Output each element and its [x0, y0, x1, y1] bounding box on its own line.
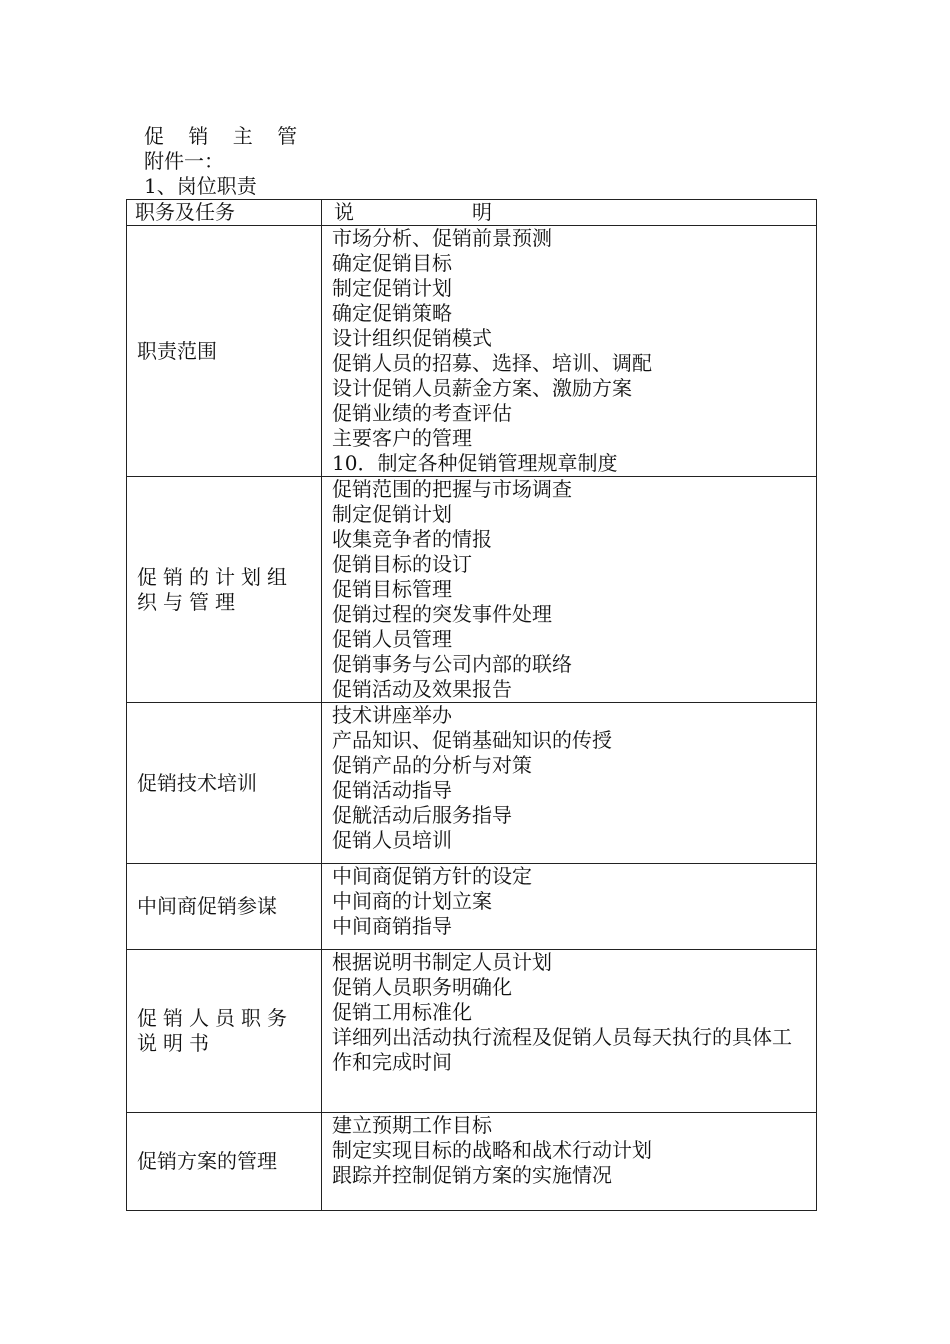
table-header-row	[127, 200, 817, 226]
section-heading: 1、岗位职责	[144, 174, 257, 198]
list-item: 建立预期工作目标	[332, 1113, 492, 1137]
list-item: 市场分析、促销前景预测	[332, 226, 552, 250]
row-items	[322, 950, 817, 1113]
row-label: 促销技术培训	[127, 703, 322, 864]
list-item: 确定促销策略	[332, 301, 452, 325]
list-item: 制定促销计划	[332, 276, 452, 300]
list-item: 中间商销指导	[332, 914, 452, 938]
row-items	[322, 477, 817, 703]
list-item: 制定促销计划	[332, 502, 452, 526]
duties-table	[126, 199, 817, 1211]
header-description	[322, 200, 817, 226]
list-item: 产品知识、促销基础知识的传授	[332, 728, 612, 752]
list-item: 促销人员的招募、选择、培训、调配	[332, 351, 652, 375]
document-title: 促 销 主 管	[144, 124, 307, 148]
list-item: 促觥活动后服务指导	[332, 803, 512, 827]
row-label: 促销方案的管理	[127, 1113, 322, 1211]
list-item: 促销活动及效果报告	[332, 677, 512, 701]
list-item: 促销事务与公司内部的联络	[332, 652, 572, 676]
list-item: 促销过程的突发事件处理	[332, 602, 552, 626]
list-item: 促销人员职务明确化	[332, 975, 512, 999]
row-label: 促销人员职务说明书	[127, 950, 322, 1113]
list-item: 促销目标的设订	[332, 552, 472, 576]
list-item: 中间商促销方针的设定	[332, 864, 532, 888]
row-label: 职责范围	[127, 226, 322, 477]
list-item: 促销活动指导	[332, 778, 452, 802]
row-items	[322, 864, 817, 950]
list-item: 跟踪并控制促销方案的实施情况	[332, 1163, 612, 1187]
list-item: 促销工用标准化	[332, 1000, 472, 1024]
list-item: 确定促销目标	[332, 251, 452, 275]
header-description-b: 明	[472, 200, 492, 224]
list-item: 详细列出活动执行流程及促销人员每天执行的具体工作和完成时间	[332, 1025, 792, 1074]
header-description-a: 说	[334, 200, 354, 224]
list-item: 促销产品的分析与对策	[332, 753, 532, 777]
list-item: 中间商的计划立案	[332, 889, 492, 913]
document-header	[144, 124, 306, 199]
row-items	[322, 703, 817, 864]
row-label: 促销的计划组织与管理	[127, 477, 322, 703]
list-item: 技术讲座举办	[332, 703, 452, 727]
header-duty-task: 职务及任务	[127, 200, 322, 226]
table-row	[127, 226, 817, 477]
list-item: 10．制定各种促销管理规章制度	[332, 451, 618, 475]
list-item: 主要客户的管理	[332, 426, 472, 450]
list-item: 收集竞争者的情报	[332, 527, 492, 551]
list-item: 设计促销人员薪金方案、激励方案	[332, 376, 632, 400]
list-item: 促销目标管理	[332, 577, 452, 601]
list-item: 设计组织促销模式	[332, 326, 492, 350]
list-item: 促销业绩的考查评估	[332, 401, 512, 425]
list-item: 根据说明书制定人员计划	[332, 950, 552, 974]
table-row	[127, 477, 817, 703]
table-row	[127, 864, 817, 950]
list-item: 促销人员培训	[332, 828, 452, 852]
row-label: 中间商促销参谋	[127, 864, 322, 950]
row-items	[322, 1113, 817, 1211]
attachment-label: 附件一：	[144, 149, 224, 173]
table-row	[127, 1113, 817, 1211]
table-row	[127, 950, 817, 1113]
table-row	[127, 703, 817, 864]
list-item: 制定实现目标的战略和战术行动计划	[332, 1138, 652, 1162]
list-item: 促销范围的把握与市场调查	[332, 477, 572, 501]
list-item: 促销人员管理	[332, 627, 452, 651]
row-items	[322, 226, 817, 477]
